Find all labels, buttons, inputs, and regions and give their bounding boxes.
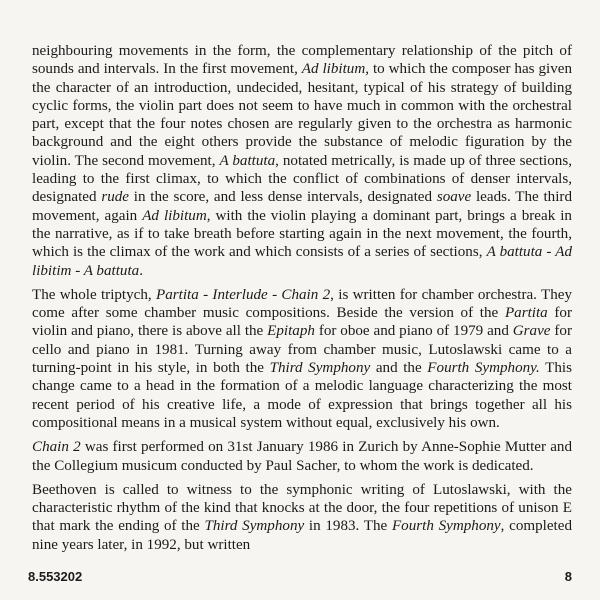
text-run: The whole triptych,	[32, 286, 157, 303]
italic-run: A battuta	[219, 152, 276, 169]
italic-run: Fourth Symphony	[391, 518, 501, 535]
text-run: , with the violin playing a dominant part, brings a break in the narrative, as if to take breath before starting again in the next movement, the fourth, which is the climax of the work and which consists of a series of sections,	[32, 207, 572, 261]
page-footer	[28, 569, 572, 584]
text-run: leads. The third movement, again	[32, 189, 572, 224]
italic-run: Third Symphony	[204, 518, 305, 535]
italic-run: Ad libitum	[142, 207, 207, 224]
italic-run: rude	[101, 189, 129, 206]
text-run: , notated metrically, is made up of three sections, leading to the first climax, to which the conflict of combinations of denser intervals, designated	[32, 152, 572, 206]
text-run: .	[139, 262, 143, 279]
italic-run: Fourth Symphony.	[427, 360, 540, 377]
paragraph-1	[32, 42, 572, 280]
page-number: 8	[564, 569, 572, 584]
text-run: This change came to a head in the formation of a melodic language characterizing the most recent period of his creative life, a mode of expression that brings together all his compositional means in a musical system without equal, exclusively his own.	[32, 360, 572, 431]
text-run: for violin and piano, there is above all the	[32, 305, 572, 340]
italic-run: Chain 2	[32, 439, 81, 456]
italic-run: Partita	[504, 305, 548, 322]
text-run: , to which the composer has given the character of an introduction, undecided, hesitant, typical of his strategy of building cyclic forms, the violin part does not seem to have much in common with the orchestral part, except that the four notes chosen are regularly given to the orchestra as harmonic background and the eight others provide the substance of melodic figuration by the violin. The second movement,	[32, 61, 572, 169]
italic-run: Grave	[512, 323, 551, 340]
italic-run: Ad libitum	[301, 61, 366, 78]
text-run: for oboe and piano of 1979 and	[314, 323, 513, 340]
italic-run: Partita - Interlude - Chain 2	[156, 286, 331, 303]
text-run: for cello and piano in 1981. Turning away from chamber music, Lutoslawski came to a turning-point in his style, in both the	[32, 323, 572, 377]
paragraph-4	[32, 481, 572, 554]
italic-run: Epitaph	[267, 323, 315, 340]
text-run: and the	[370, 360, 428, 377]
text-run: , completed nine years later, in 1992, but written	[32, 518, 572, 553]
catalog-number: 8.553202	[28, 569, 83, 584]
text-run: Beethoven is called to witness to the symphonic writing of Lutoslawski, with the characteristic rhythm of the kind that knocks at the door, the four repetitions of unison E that mark the ending of the	[32, 481, 572, 535]
text-run: , is written for chamber orchestra. They come after some chamber music compositions. Beside the version of the	[32, 286, 573, 322]
italic-run: A battuta - Ad libitim - A battuta	[32, 244, 572, 279]
paragraph-2	[32, 286, 572, 432]
text-run: neighbouring movements in the form, the complementary relationship of the pitch of sounds and intervals. In the first movement,	[32, 43, 572, 78]
italic-run: soave	[436, 189, 472, 206]
text-run: was first performed on 31st January 1986 in Zurich by Anne-Sophie Mutter and the Collegium musicum conducted by Paul Sacher, to whom the work is dedicated.	[32, 439, 572, 474]
paragraph-3	[32, 438, 572, 475]
text-run: in the score, and less dense intervals, designated	[129, 189, 437, 206]
italic-run: Third Symphony	[269, 360, 371, 377]
document-body	[32, 42, 572, 560]
text-run: in 1983. The	[304, 518, 392, 535]
